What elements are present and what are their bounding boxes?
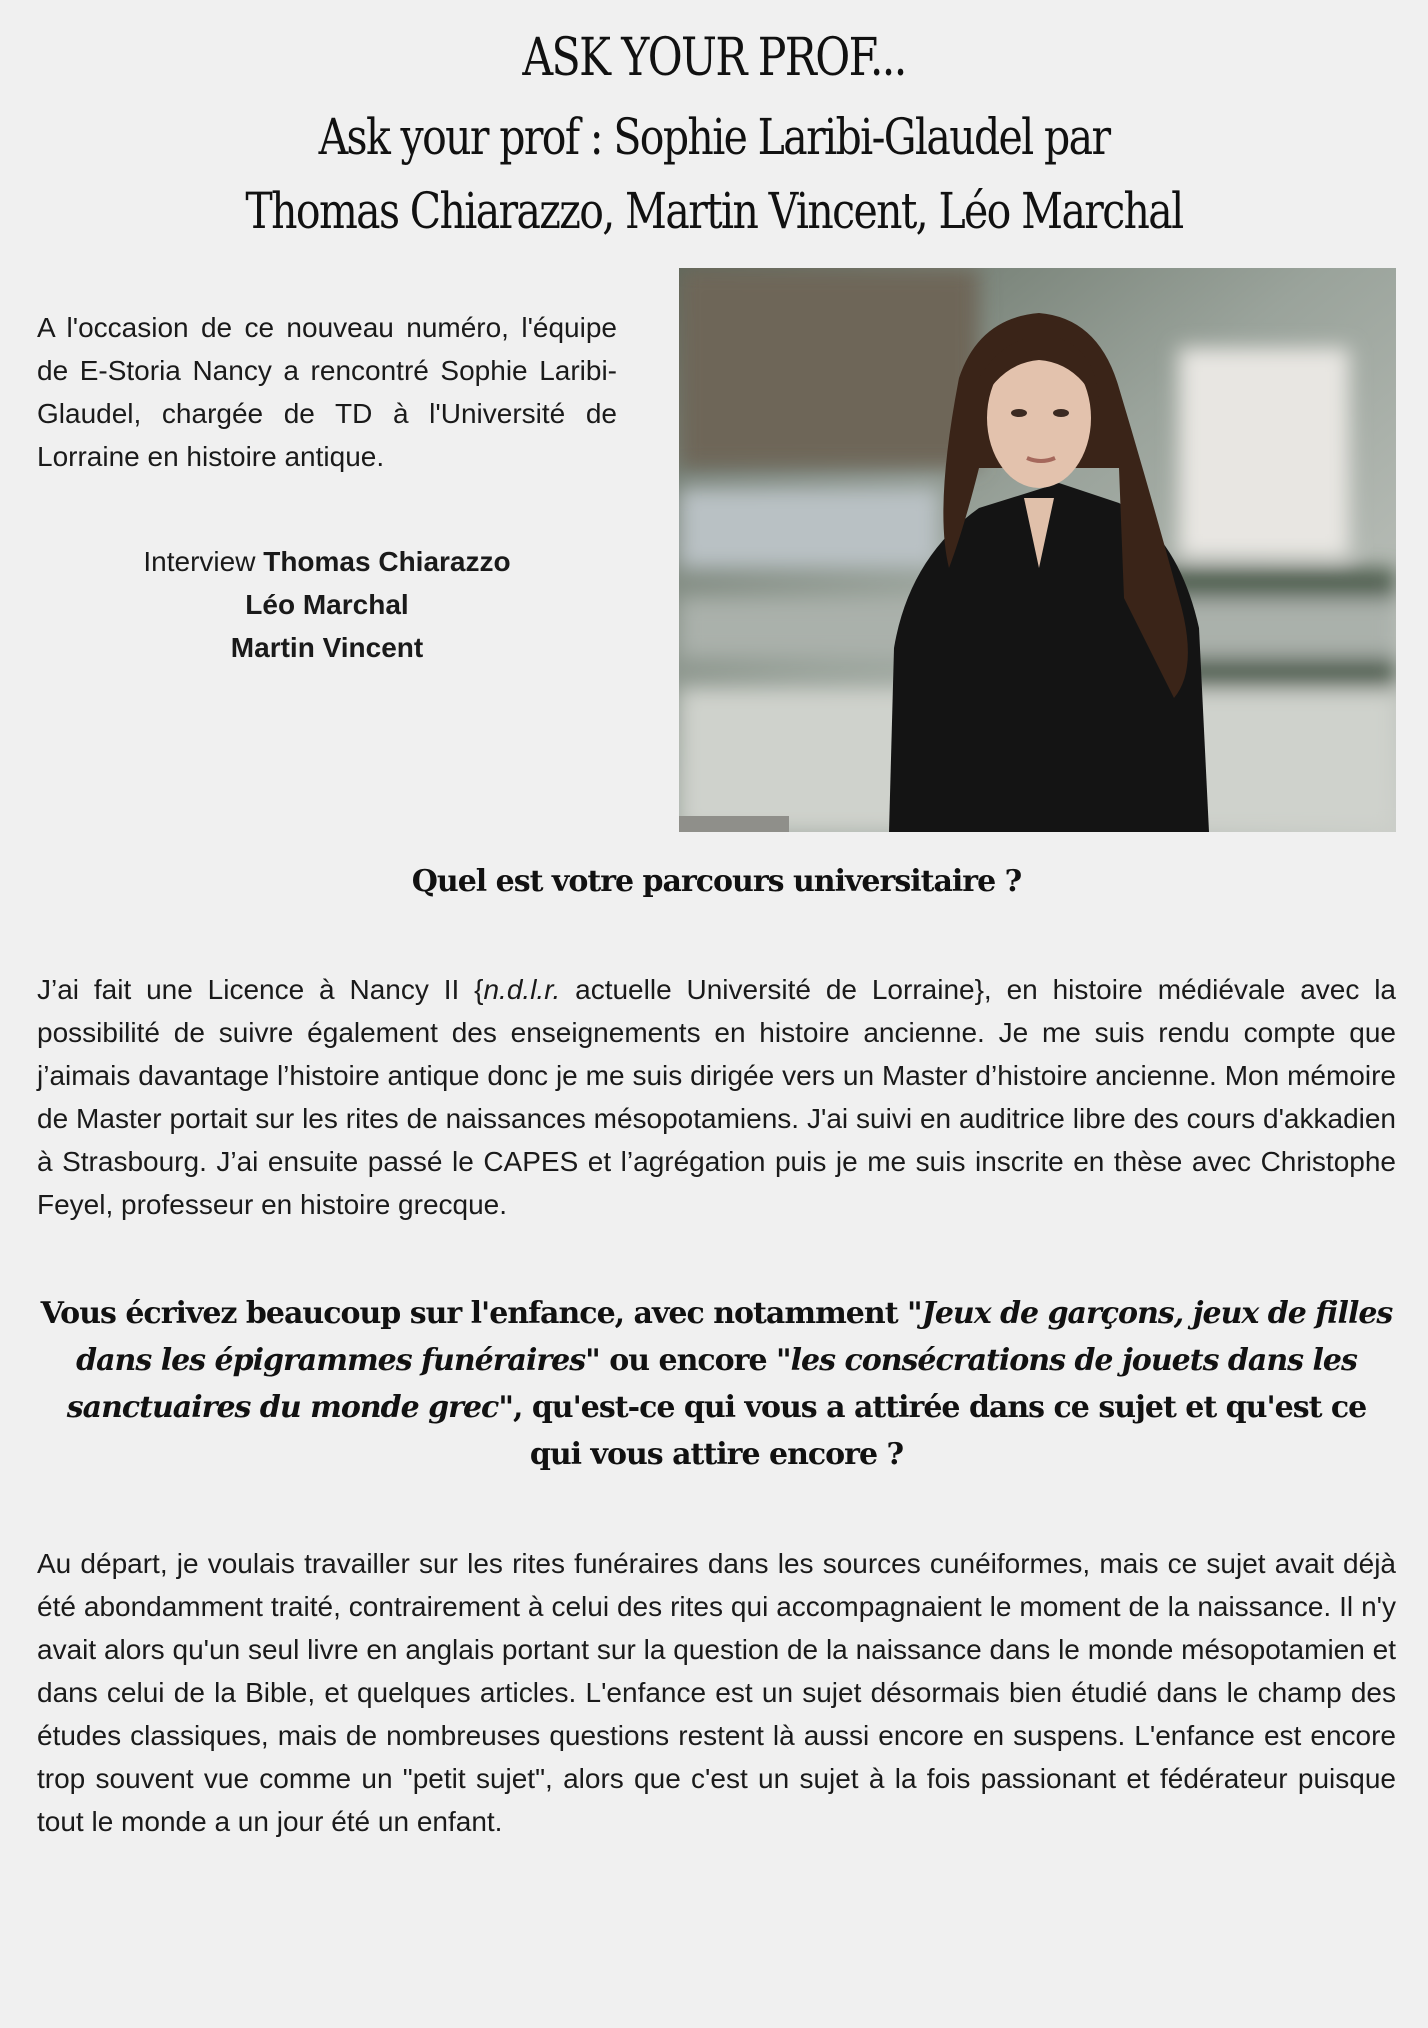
question-text: Vous écrivez beaucoup sur l'enfance, avec notamment " xyxy=(40,1296,922,1331)
intro-paragraph xyxy=(37,306,617,478)
author-name: Léo Marchal xyxy=(245,589,409,620)
question-1: Quel est votre parcours universitaire ? xyxy=(411,864,1022,899)
answer-emphasis: n.d.l.r. xyxy=(483,974,561,1005)
interview-credits xyxy=(37,540,617,669)
credit-prefix: Interview xyxy=(143,546,264,577)
railing xyxy=(679,816,789,832)
title-line-1: Ask your prof : Sophie Laribi-Glaudel par xyxy=(318,108,1110,166)
intro-text: A l'occasion de ce nouveau numéro, l'équipe de E-Storia Nancy a rencontré Sophie Laribi-Glaudel, chargée de TD à l'Université de Lorraine en histoire antique. xyxy=(37,312,617,472)
author-name: Thomas Chiarazzo xyxy=(263,546,511,577)
title-line-2: Thomas Chiarazzo, Martin Vincent, Léo Marchal xyxy=(245,182,1183,240)
article-title xyxy=(129,100,1300,248)
eye-left xyxy=(1011,409,1027,417)
answer-text: actuelle Université de Lorraine}, en histoire médiévale avec la possibilité de suivre également des enseignements en histoire ancienne. Je me suis rendu compte que j’aimais davantage l’histoire antique donc je me suis dirigée vers un Master d’histoire ancienne. Mon mémoire de Master portait sur les rites de naissances mésopotamiens. J'ai suivi en auditrice libre des cours d'akkadien à Strasbourg. J’ai ensuite passé le CAPES et l’agrégation puis je me suis inscrite en thèse avec Christophe Feyel, professeur en histoire grecque. xyxy=(37,974,1396,1220)
question-2 xyxy=(37,1290,1396,1478)
answer-2: Au départ, je voulais travailler sur les rites funéraires dans les sources cunéiformes, mais ce sujet avait déjà été abondamment traité, contrairement à celui des rites qui accompagnaient le moment de la naissance. Il n'y avait alors qu'un seul livre en anglais portant sur la question de la naissance dans le monde mésopotamien et dans celui de la Bible, et quelques articles. L'enfance est un sujet désormais bien étudié dans le champ des études classiques, mais de nombreuses questions restent là aussi encore en suspens. L'enfance est encore trop souvent vue comme un "petit sujet", alors que c'est un sujet à la fois passionant et fédérateur puisque tout le monde a un jour été un enfant. xyxy=(37,1548,1396,1837)
portrait-illustration xyxy=(679,268,1396,832)
author-name: Martin Vincent xyxy=(230,632,424,663)
eye-right xyxy=(1053,409,1069,417)
section-kicker: ASK YOUR PROF... xyxy=(522,28,906,88)
portrait-photo xyxy=(679,268,1396,832)
publication-title: les consécrations de jouets dans les sanctuaires du monde grec xyxy=(66,1343,1357,1425)
publication-title: Jeux de garçons, jeux de filles dans les épigrammes funéraires xyxy=(76,1296,1393,1378)
answer-1 xyxy=(37,968,1396,1226)
question-text: ", qu'est-ce qui vous a attirée dans ce sujet et qu'est ce qui vous attire encore ? xyxy=(498,1390,1367,1472)
question-text: " ou encore " xyxy=(585,1343,791,1378)
answer-text: J’ai fait une Licence à Nancy II { xyxy=(37,974,484,1005)
